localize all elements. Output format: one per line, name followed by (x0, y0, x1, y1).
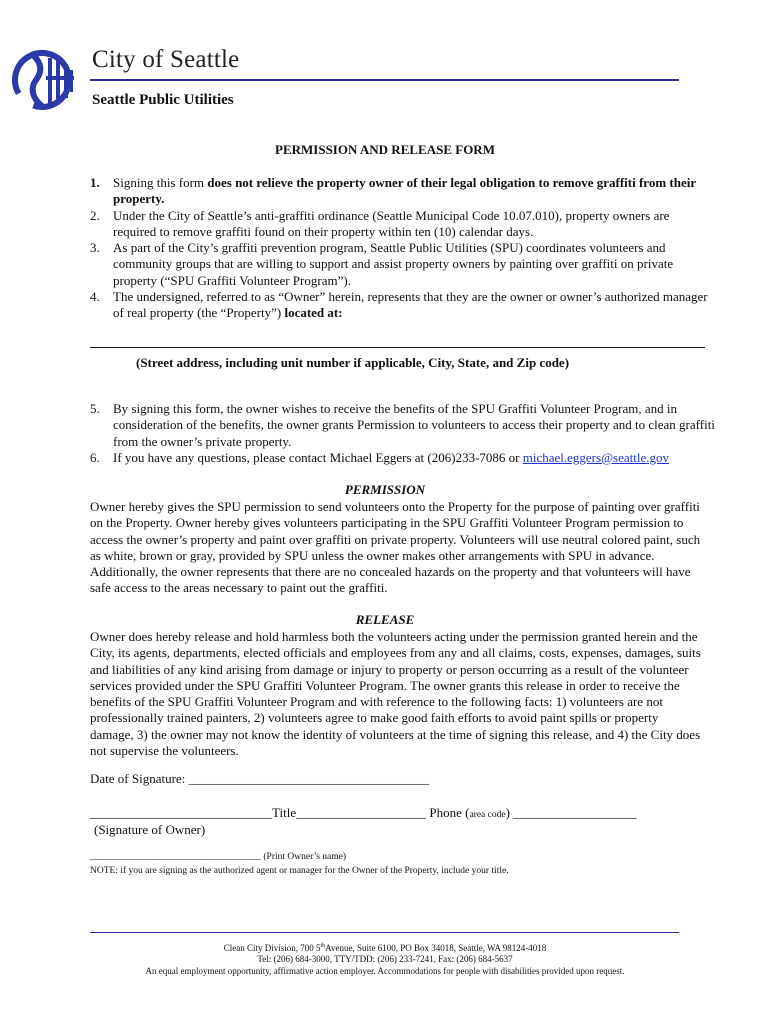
item-text: The undersigned, referred to as “Owner” herein, represents that they are the owner or owner’s authorized manager of real property (the “Property”) (113, 289, 708, 321)
list-item (90, 240, 715, 289)
item-number: 5. (90, 401, 100, 416)
item-number: 3. (90, 240, 100, 256)
owner-signature-caption: (Signature of Owner) (94, 822, 206, 837)
list-item (90, 450, 715, 466)
header-rule (90, 79, 679, 81)
item-text: Under the City of Seattle’s anti-graffiti ordinance (Seattle Municipal Code 10.07.010), property owners are required to remove graffiti found on their property within ten (10) calendar days. (113, 207, 670, 239)
intro-list (90, 175, 715, 322)
item-text: If you have any questions, please contact Michael Eggers at (206)233-7086 or (113, 449, 523, 465)
footer-rule (90, 932, 679, 933)
item-text: Signing this form (113, 175, 208, 190)
phone-area-code-label: area code (469, 810, 506, 820)
form-title: PERMISSION AND RELEASE FORM (275, 142, 495, 157)
contact-email-link[interactable]: michael.eggers@seattle.gov (522, 449, 669, 465)
item-number: 4. (90, 289, 100, 305)
footer-address-text-2: Avenue, Suite 6100, PO Box 34018, Seattle, WA 98124-4018 (325, 943, 547, 953)
list-item (90, 401, 715, 450)
address-field[interactable] (90, 347, 705, 348)
print-name-field[interactable]: ____________________________________ (90, 852, 261, 862)
list-item (90, 208, 715, 241)
item-number: 2. (90, 207, 100, 223)
permission-body: Owner hereby gives the SPU permission to send volunteers onto the Property for the purpose of painting over graffiti on the Property. Owner hereby gives volunteers participating in the SPU Graffiti Volunteer Program permission to access the owner’s property and paint over graffiti on private property. Volunteers will use neutral colored paint, such as white, brown or gray, provided by SPU unless the owner makes other arrangements with SPU in advance. Additionally, the owner represents that there are no concealed hazards on the property and that volunteers will have safe access to the areas necessary to paint out the graffiti. (90, 499, 701, 596)
phone-label-close: ) (505, 805, 510, 820)
item-text: As part of the City’s graffiti prevention program, Seattle Public Utilities (SPU) coordinates volunteers and community groups that are willing to support and assist property owners by painting over graffiti on private property (“SPU Graffiti Volunteer Program”). (113, 240, 674, 288)
signing-note: NOTE: if you are signing as the authorized agent or manager for the Owner of the Property, include your title. (90, 866, 509, 876)
footer-phone: Tel: (206) 684-3000, TTY/TDD: (206) 233-7241, Fax: (206) 684-5637 (257, 954, 513, 964)
print-name-row (90, 852, 346, 862)
item-bold-text: does not relieve the property owner of their legal obligation to remove graffiti from their property. (113, 175, 696, 207)
phone-field[interactable]: ___________________ (513, 805, 637, 820)
item-number: 1. (90, 175, 100, 190)
phone-label: Phone ( (429, 805, 470, 820)
info-list (90, 401, 715, 466)
release-body: Owner does hereby release and hold harmless both the volunteers acting under the permission granted herein and the City, its agents, departments, elected officials and employees from any and all claims, costs, expenses, damages, suits and liabilities of any kind arising from damage or injury to property or person occurring as a result of the volunteer services provided under the SPU Graffiti Volunteer Program. The owner grants this release in order to receive the benefits of the SPU Graffiti Volunteer Program and with reference to the following facts: 1) volunteers are not professionally trained painters, 2) volunteers agree to make good faith efforts to avoid paint spills or property damage, 3) the owner may not know the identity of volunteers at the time of signing this release, and 4) the City does not supervise the volunteers. (90, 629, 701, 759)
title-label: Title (272, 805, 297, 820)
date-of-signature-row (90, 771, 429, 787)
footer-address-text: Clean City Division, 700 5 (223, 943, 321, 953)
date-field[interactable]: _____________________________________ (188, 771, 430, 786)
owner-signature-field[interactable]: ____________________________ (90, 805, 272, 820)
print-name-label: (Print Owner’s name) (263, 852, 347, 862)
city-of-seattle-logo-icon (12, 46, 76, 112)
item-bold-text: located at: (284, 305, 343, 321)
list-item (90, 175, 715, 208)
date-label: Date of Signature: (90, 771, 186, 786)
title-field[interactable]: ____________________ (296, 805, 427, 820)
list-item (90, 289, 715, 322)
footer-eeo-statement: An equal employment opportunity, affirmative action employer. Accommodations for people with disabilities provided upon request. (145, 966, 625, 976)
footer-ordinal: th (320, 943, 326, 949)
address-caption: (Street address, including unit number if applicable, City, State, and Zip code) (136, 355, 570, 370)
release-heading: RELEASE (355, 612, 415, 627)
permission-heading: PERMISSION (344, 482, 426, 497)
department-name: Seattle Public Utilities (92, 92, 234, 108)
item-text: By signing this form, the owner wishes to receive the benefits of the SPU Graffiti Volunteer Program, and in consideration of the benefits, the owner grants Permission to volunteers to access their property and to clean graffiti from the owner’s private property. (113, 401, 715, 449)
item-number: 6. (90, 449, 100, 465)
city-title: City of Seattle (92, 46, 240, 73)
owner-signature-row (90, 805, 637, 821)
